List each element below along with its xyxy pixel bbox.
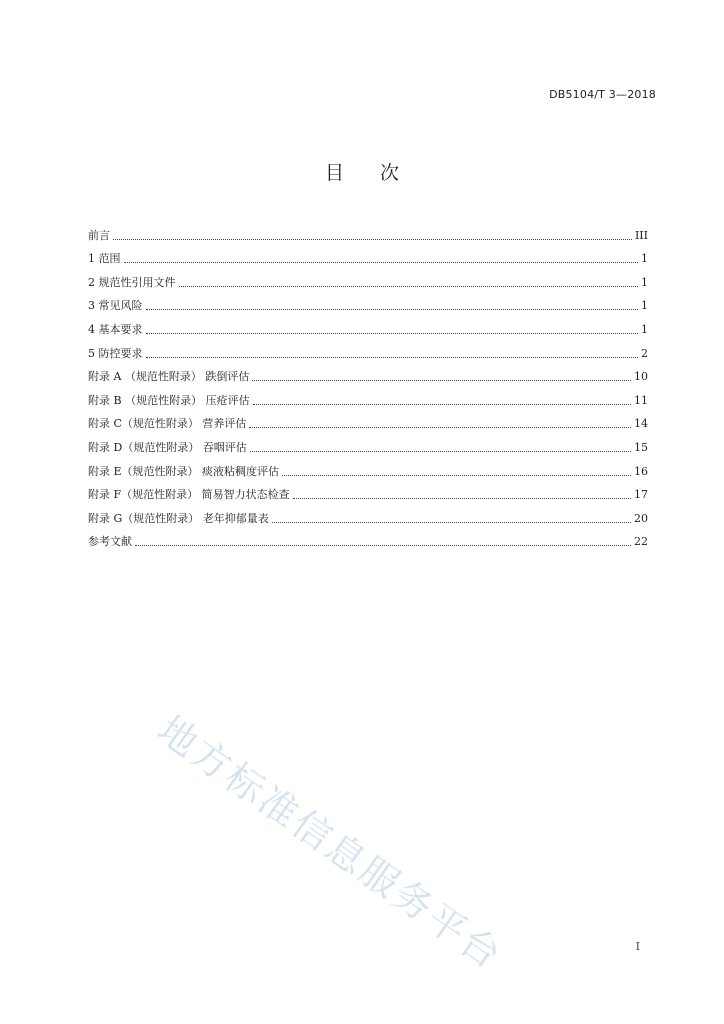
toc-entry-page: 1: [641, 275, 648, 289]
dot-leader: [249, 427, 631, 428]
toc-entry-common-risks[interactable]: [88, 290, 648, 314]
toc-entry-label: 参考文献: [88, 535, 132, 549]
dot-leader: [146, 333, 639, 334]
toc-entry-label: 前言: [88, 228, 110, 242]
toc-entry-appendix-f[interactable]: [88, 479, 648, 503]
toc-entry-page: 20: [634, 511, 648, 525]
dot-leader: [252, 380, 631, 381]
toc-entry-scope[interactable]: [88, 243, 648, 267]
toc-entry-label: 1 范围: [88, 252, 121, 266]
toc-entry-label: 4 基本要求: [88, 322, 143, 336]
toc-entry-label: 附录 B （规范性附录） 压疮评估: [88, 393, 250, 407]
toc-entry-label: 附录 E（规范性附录） 痰液粘稠度评估: [88, 464, 280, 478]
toc-entry-page: 22: [634, 535, 648, 549]
toc-entry-label: 附录 A （规范性附录） 跌倒评估: [88, 370, 250, 384]
toc-entry-page: 1: [641, 299, 648, 313]
page-title: 目 次: [324, 162, 400, 184]
toc-entry-label: 5 防控要求: [88, 346, 143, 360]
toc-entry-page: 11: [634, 393, 648, 407]
dot-leader: [146, 309, 639, 310]
table-of-contents: [88, 219, 648, 549]
toc-entry-appendix-a[interactable]: [88, 361, 648, 385]
dot-leader: [250, 451, 631, 452]
toc-entry-basic-requirements[interactable]: [88, 313, 648, 337]
toc-entry-appendix-e[interactable]: [88, 455, 648, 479]
toc-entry-label: 附录 D（规范性附录） 吞咽评估: [88, 440, 247, 454]
dot-leader: [282, 475, 631, 476]
document-code: DB5104/T 3—2018: [549, 88, 656, 101]
toc-entry-appendix-g[interactable]: [88, 502, 648, 526]
toc-entry-bibliography[interactable]: [88, 526, 648, 550]
toc-entry-page: 1: [641, 322, 648, 336]
toc-entry-page: 16: [634, 464, 648, 478]
toc-entry-label: 2 规范性引用文件: [88, 275, 176, 289]
dot-leader: [135, 545, 631, 546]
toc-entry-appendix-c[interactable]: [88, 408, 648, 432]
toc-entry-label: 附录 F（规范性附录） 简易智力状态检查: [88, 488, 290, 502]
toc-entry-page: 1: [641, 252, 648, 266]
toc-entry-page: 15: [634, 440, 648, 454]
toc-entry-label: 3 常见风险: [88, 299, 143, 313]
toc-entry-page: 17: [634, 488, 648, 502]
dot-leader: [113, 239, 632, 240]
toc-entry-appendix-b[interactable]: [88, 384, 648, 408]
dot-leader: [293, 498, 631, 499]
toc-entry-label: 附录 C（规范性附录） 营养评估: [88, 417, 247, 431]
toc-entry-foreword[interactable]: [88, 219, 648, 243]
toc-entry-page: 2: [641, 346, 648, 360]
toc-entry-page: 14: [634, 417, 648, 431]
toc-entry-prevention-requirements[interactable]: [88, 337, 648, 361]
dot-leader: [124, 262, 639, 263]
toc-entry-page: III: [634, 228, 648, 242]
dot-leader: [146, 357, 639, 358]
toc-entry-page: 10: [634, 370, 648, 384]
toc-entry-label: 附录 G（规范性附录） 老年抑郁量表: [88, 511, 269, 525]
dot-leader: [253, 404, 631, 405]
page-number: I: [635, 940, 640, 953]
toc-entry-normative-references[interactable]: [88, 266, 648, 290]
dot-leader: [272, 522, 631, 523]
dot-leader: [179, 286, 639, 287]
watermark: 地方标准信息服务平台: [149, 707, 511, 979]
toc-entry-appendix-d[interactable]: [88, 431, 648, 455]
